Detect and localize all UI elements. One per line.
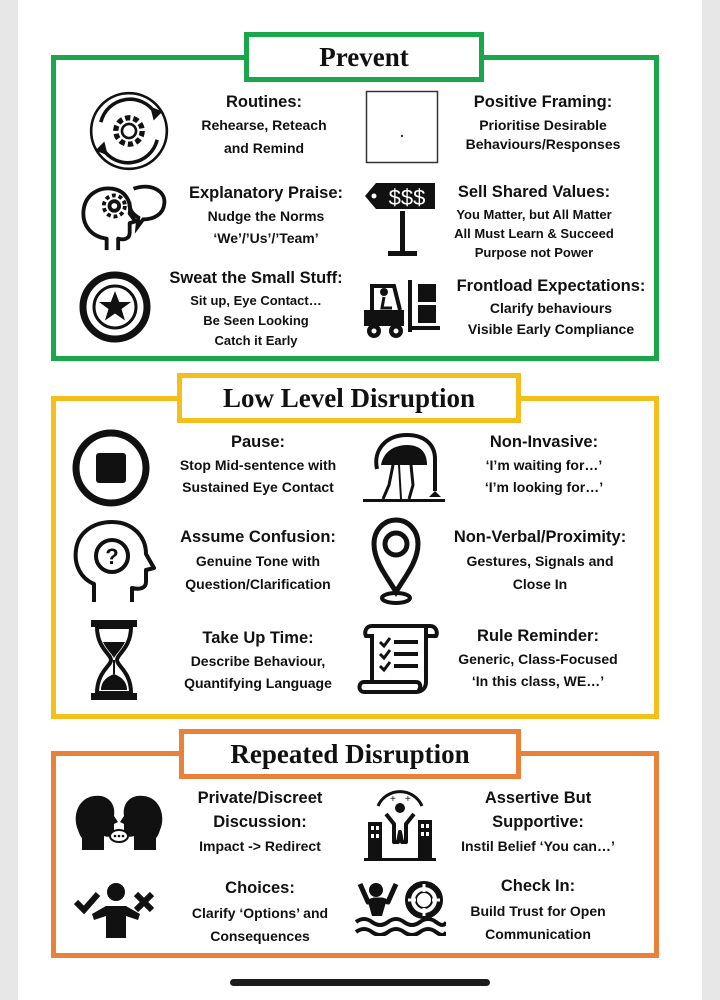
non-verbal-item: [438, 527, 642, 594]
gear-cycle-icon: [82, 87, 176, 175]
rule-reminder-heading: Rule Reminder:: [477, 627, 599, 645]
explanatory-praise-line-1: Nudge the Norms: [207, 208, 325, 224]
low-level-title: Low Level Disruption: [177, 373, 521, 423]
take-up-time-heading: Take Up Time:: [202, 629, 314, 647]
sweat-small-item: [158, 268, 354, 351]
positive-framing-line-1: Prioritise Desirable: [479, 117, 607, 133]
ostrich-icon: [363, 425, 445, 503]
private-discussion-item: [162, 786, 358, 856]
forklift-icon: [358, 276, 442, 340]
home-indicator-bar[interactable]: [230, 979, 490, 986]
check-in-heading: Check In:: [500, 877, 576, 895]
pause-heading: Pause:: [230, 433, 286, 451]
assertive-heading-line-1: Assertive But: [484, 789, 592, 807]
non-verbal-heading: Non-Verbal/Proximity:: [453, 528, 627, 546]
check-in-item: [440, 876, 636, 944]
assume-confusion-heading: Assume Confusion:: [180, 528, 336, 546]
explanatory-praise-item: [170, 183, 362, 248]
check-in-line-1: Build Trust for Open: [470, 903, 606, 919]
svg-text:?: ?: [105, 544, 119, 569]
private-heading-line-2: Discussion:: [213, 813, 307, 831]
routines-item: [176, 92, 352, 158]
location-pin-icon: [368, 516, 424, 606]
prevent-title: Prevent: [244, 32, 484, 82]
non-invasive-item: [446, 432, 642, 497]
checklist-scroll-icon: [356, 622, 440, 696]
assume-confusion-line-2: Question/Clarification: [185, 576, 331, 592]
non-invasive-line-1: ‘I’m waiting for…’: [485, 457, 603, 473]
sell-values-heading: Sell Shared Values:: [457, 183, 611, 201]
svg-text:$$$: $$$: [388, 185, 426, 210]
sweat-small-heading: Sweat the Small Stuff:: [169, 269, 343, 287]
swimmer-lifebuoy-icon: [354, 880, 446, 936]
take-up-time-line-1: Describe Behaviour,: [190, 653, 326, 669]
frontload-line-2: Visible Early Compliance: [467, 321, 635, 337]
check-in-line-2: Communication: [485, 926, 591, 942]
positive-framing-heading: Positive Framing:: [473, 93, 613, 111]
svg-text:+: +: [405, 794, 411, 805]
non-invasive-line-2: ‘I’m looking for…’: [484, 479, 604, 495]
heads-speech-icon: [74, 181, 170, 253]
routines-heading: Routines:: [225, 93, 303, 111]
non-verbal-line-1: Gestures, Signals and: [466, 553, 614, 569]
blank-frame-icon: [365, 90, 439, 164]
private-heading-line-1: Private/Discreet: [197, 789, 323, 807]
sell-values-line-2: All Must Learn & Succeed: [454, 226, 614, 241]
choices-line-1: Clarify ‘Options’ and: [191, 905, 329, 921]
price-sign-icon: [362, 178, 438, 258]
non-verbal-line-2: Close In: [512, 576, 568, 592]
assertive-line-1: Instil Belief ‘You can…’: [461, 838, 615, 854]
sell-values-line-1: You Matter, but All Matter: [456, 207, 612, 222]
frontload-item: [444, 276, 658, 339]
frontload-line-1: Clarify behaviours: [489, 300, 613, 316]
rule-reminder-line-1: Generic, Class-Focused: [458, 651, 618, 667]
rule-reminder-line-2: ‘In this class, WE…’: [471, 673, 605, 689]
assertive-supportive-item: [440, 786, 636, 856]
hourglass-icon: [89, 618, 139, 702]
sweat-small-line-3: Catch it Early: [214, 333, 298, 348]
svg-text:+: +: [390, 794, 396, 805]
explanatory-praise-line-2: ‘We’/’Us’/’Team’: [213, 230, 319, 246]
head-question-icon: [70, 518, 160, 604]
sell-values-line-3: Purpose not Power: [474, 245, 594, 260]
sweat-small-line-2: Be Seen Looking: [203, 313, 309, 328]
non-invasive-heading: Non-Invasive:: [489, 433, 599, 451]
take-up-time-item: [160, 628, 356, 693]
assume-confusion-item: [160, 527, 356, 594]
private-line-1: Impact -> Redirect: [199, 838, 321, 854]
sell-values-item: [440, 182, 628, 262]
stop-circle-icon: [71, 428, 151, 508]
rule-reminder-item: [440, 626, 636, 691]
routines-line-2: and Remind: [223, 140, 305, 156]
pause-line-2: Sustained Eye Contact: [182, 479, 334, 495]
sweat-small-line-1: Sit up, Eye Contact…: [190, 293, 322, 308]
assume-confusion-line-1: Genuine Tone with: [195, 553, 321, 569]
pause-line-1: Stop Mid-sentence with: [179, 457, 337, 473]
repeated-title: Repeated Disruption: [179, 729, 521, 779]
positive-framing-line-2: Behaviours/Responses: [465, 136, 621, 152]
assertive-heading-line-2: Supportive:: [492, 813, 584, 831]
pause-item: [160, 432, 356, 497]
choices-heading: Choices:: [225, 879, 295, 897]
person-city-icon: [364, 784, 436, 862]
choice-person-icon: [72, 880, 160, 940]
routines-line-1: Rehearse, Reteach: [201, 117, 327, 133]
star-circle-icon: [79, 271, 151, 343]
frontload-heading: Frontload Expectations:: [456, 277, 646, 295]
choices-line-2: Consequences: [210, 928, 310, 944]
take-up-time-line-2: Quantifying Language: [184, 675, 332, 691]
two-heads-talking-icon: [72, 790, 166, 854]
choices-item: [160, 878, 360, 946]
explanatory-praise-heading: Explanatory Praise:: [188, 184, 344, 202]
positive-framing-item: [446, 92, 640, 154]
